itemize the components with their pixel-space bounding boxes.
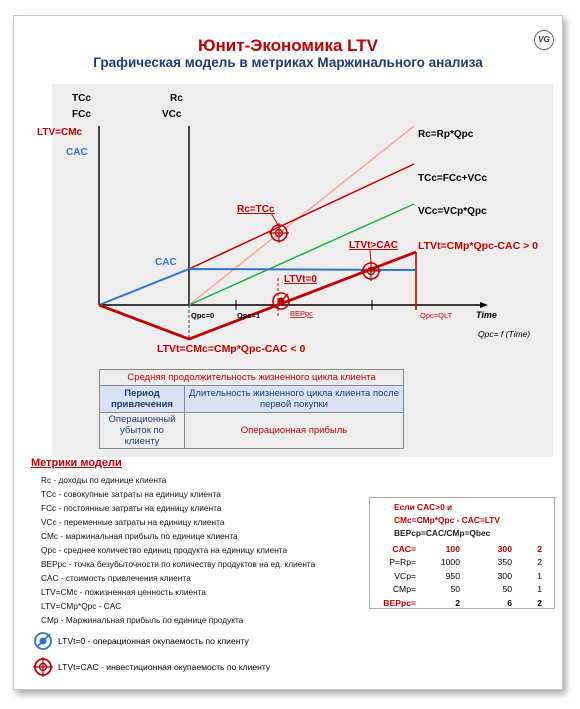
example-value: 300 (497, 570, 512, 581)
label-vcc: VCc=VCp*Qpc (418, 206, 487, 217)
cycle-table (99, 369, 404, 449)
label-tcc: TCc=FCc+VCc (418, 173, 487, 184)
metric-item: LTV=CMp*Qpc - CAC (41, 601, 122, 611)
example-table (372, 542, 542, 610)
example-value: 350 (497, 557, 512, 568)
example-value: 50 (502, 584, 512, 595)
x-axis-arrow (480, 302, 488, 308)
metrics-list (41, 473, 315, 627)
label-cac: CAC (155, 257, 177, 268)
example-value: 100 (445, 543, 460, 554)
x-label-time: Time (476, 310, 497, 320)
example-box (369, 497, 555, 609)
axis-label-vcc: VCc (162, 109, 182, 120)
axis-label-cac: CAC (66, 147, 88, 158)
ltvt-cac-pointer (370, 250, 371, 262)
example-value: 1 (537, 570, 542, 581)
metric-item: BEPpc - точка безубыточности по количеству продуктов на ед. клиента (41, 559, 316, 569)
example-label: BEPpc= (383, 597, 416, 608)
axis-label-ltv: LTV=CMc (37, 127, 83, 138)
x-label-func: Qpc= f (Time) (478, 329, 531, 339)
example-row (372, 583, 542, 597)
page-title: Юнит-Экономика LTV (198, 36, 378, 55)
example-value: 2 (455, 597, 460, 608)
cycle-table-title: Средняя продолжительность жизненного цикла клиента (100, 370, 404, 386)
example-row (372, 556, 542, 570)
cycle-period-cell: Период привлечения (100, 386, 185, 413)
vcc-line (189, 204, 414, 305)
example-value: 1000 (440, 557, 460, 568)
axis-label-rc: Rc (170, 93, 183, 104)
label-ltvt-cac: LTVt>CAC (349, 240, 398, 251)
metric-item: CMp - Маржинальная прибыль по единице продукта (41, 615, 244, 625)
example-value: 6 (507, 597, 512, 608)
axis-label-fcc: FCc (72, 109, 91, 120)
metric-item: LTV=CMc - пожизненная ценность клиента (41, 587, 206, 597)
example-label: VCp= (394, 570, 416, 581)
legend-ltvt-zero: LTVt=0 - операционная окупаемость по клиенту (58, 636, 249, 646)
example-value: 1 (537, 584, 542, 595)
label-ltv-negative: LTVt=CMc=CMp*Qpc-CAC < 0 (157, 343, 306, 355)
x-label-qlt: Qpc=QLT (420, 311, 453, 320)
example-value: 950 (445, 570, 460, 581)
example-row (372, 596, 542, 610)
example-value: 2 (537, 597, 542, 608)
metric-item: Rc - доходы по единице клиента (41, 475, 167, 485)
example-label: P=Rp= (389, 557, 416, 568)
label-beppc: BEPpc (290, 309, 313, 318)
ltvt-cac-target-icon (361, 261, 381, 281)
example-value: 300 (497, 543, 512, 554)
tcc-line (189, 164, 414, 269)
metrics-heading: Метрики модели (31, 457, 122, 469)
ltvt-cac-legend-icon (33, 657, 53, 677)
example-value: 2 (537, 557, 542, 568)
rc-tcc-target-icon (269, 223, 289, 243)
axis-label-tcc: TCc (72, 93, 91, 104)
example-value: 2 (537, 543, 542, 554)
page-subtitle: Графическая модель в метриках Маржинального анализа (93, 55, 483, 70)
example-line1: Если CAC>0 и (394, 502, 453, 512)
example-value: 50 (450, 584, 460, 595)
metric-item: CMc - маржинальная прибыль по единице клиента (41, 531, 238, 541)
ltv-line (99, 252, 416, 339)
ltvt-zero-legend-icon (33, 631, 53, 651)
cycle-duration-cell: Длительность жизненного цикла клиента после первой покупки (185, 386, 404, 413)
metric-item: TCc - совокупные затраты на единицу клиента (41, 489, 221, 499)
example-line2: CMc=CMp*Qpc - CAC=LTV (394, 515, 500, 525)
legend-ltvt-cac: LTVt=CAC - инвестиционная окупаемость по клиенту (58, 662, 271, 672)
x-label-qpc1: Qpc=1 (237, 311, 261, 320)
metric-item: VCc - переменные затраты на единицу клиента (41, 517, 225, 527)
metric-item: Qpc - среднее количество единиц продукта на единицу клиента (41, 545, 288, 555)
label-ltvt-zero: LTVt=0 (284, 274, 317, 285)
label-rc: Rc=Rp*Qpc (418, 129, 474, 140)
example-label: CMp= (392, 584, 416, 595)
metric-item: CAC - стоимость привлечения клиента (41, 573, 191, 583)
label-ltv-positive: LTVt=CMp*Qpc-CAC > 0 (418, 240, 538, 252)
metric-item: FCc - постоянные затраты на единицу клиента (41, 503, 222, 513)
label-rc-tcc: Rc=TCc (237, 204, 275, 215)
example-row (372, 569, 542, 583)
example-row (372, 542, 542, 556)
example-label: CAC= (392, 543, 416, 554)
author-badge: VG (534, 30, 554, 50)
x-label-qpc0: Qpc=0 (191, 311, 215, 320)
cycle-loss-cell: Операционный убыток по клиенту (100, 413, 185, 449)
cycle-profit-cell: Операционная прибыль (185, 413, 404, 449)
example-line3: BEPcp=CAC/CMp=Qbec (394, 528, 491, 538)
